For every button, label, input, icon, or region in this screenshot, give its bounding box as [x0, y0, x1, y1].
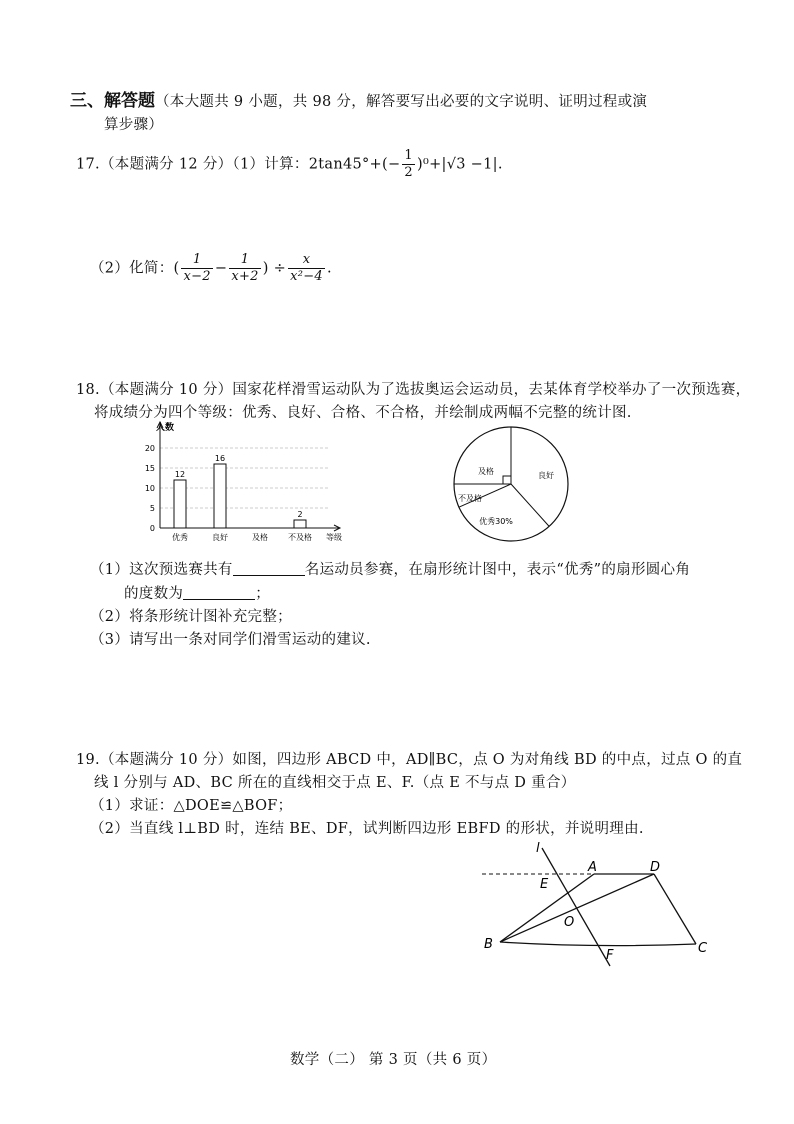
x-axis-title: 等级 — [326, 533, 342, 542]
q17-divide: ) ÷ — [262, 260, 287, 277]
q18-part3: （3）请写出一条对同学们滑雪运动的建议. — [90, 632, 371, 648]
q17-end: . — [327, 260, 332, 277]
y-tick-label: 20 — [144, 444, 155, 453]
label-A: A — [588, 860, 597, 875]
y-axis-title: 人数 — [156, 423, 175, 433]
label-F: F — [606, 948, 614, 963]
section-heading: 三、解答题 — [70, 91, 155, 111]
x-tick-label: 良好 — [212, 533, 228, 542]
q17-expr-pre: 2tan45°+(− — [308, 156, 401, 173]
answer-blank-2[interactable] — [183, 585, 255, 600]
x-tick-label: 不及格 — [288, 533, 312, 542]
q19-part1: （1）求证：△DOE≌△BOF； — [90, 798, 293, 814]
bar-data-label: 16 — [214, 454, 226, 463]
q18-text1: （本题满分 10 分）国家花样滑雪运动队为了选拔奥运会运动员，去某体育学校举办了一次预选赛， — [99, 382, 751, 398]
q17-fraction-half: $\frac{1}{2}$ — [404, 148, 413, 180]
label-B: B — [484, 937, 493, 952]
bar-3 — [294, 520, 306, 528]
y-tick-label: 5 — [149, 504, 155, 513]
bar-data-label: 12 — [174, 470, 186, 479]
q18-part1-cont: 的度数为 ； — [124, 586, 271, 602]
segment-DC — [654, 874, 696, 944]
q17-fraction-3: $\frac{x}{\text{x²−4}}$ — [290, 252, 323, 284]
label-O: O — [564, 915, 575, 930]
q18-line1 — [76, 378, 750, 399]
bar-0 — [174, 480, 186, 528]
pie-slice-label: 良好 — [538, 471, 554, 480]
q17-part2 — [90, 252, 332, 285]
q17-line1 — [76, 148, 503, 181]
q17-expr-post: )⁰+|√3 −1|. — [417, 156, 503, 173]
q18-bar-chart — [138, 418, 354, 550]
q19-line2: 线 l 分别与 AD、BC 所在的直线相交于点 E、F.（点 E 不与点 D 重合） — [94, 775, 576, 791]
q17-part2-label: （2）化简：( — [90, 260, 180, 277]
section-heading-block — [70, 86, 647, 111]
bar-1 — [214, 464, 226, 528]
q17-number: 17. — [76, 156, 100, 173]
pie-slice-label: 及格 — [478, 467, 494, 476]
q19-part2: （2）当直线 l⊥BD 时，连结 BE、DF，试判断四边形 EBFD 的形状，并说明理由. — [90, 821, 644, 837]
pie-slice-label: 优秀30% — [479, 517, 513, 526]
pie-slice-label: 不及格 — [458, 494, 482, 503]
y-tick-label: 10 — [144, 484, 155, 493]
label-D: D — [650, 860, 661, 875]
label-C: C — [698, 941, 708, 956]
q18-pie-chart — [448, 424, 574, 550]
q17-fraction-2: $\frac{1}{x+2}$ — [231, 252, 259, 284]
bar-data-label: 2 — [297, 510, 303, 519]
section-description-cont: 算步骤） — [104, 117, 164, 133]
y-tick-label: 0 — [149, 524, 155, 533]
line-l — [542, 848, 610, 966]
q18-number: 18. — [76, 382, 100, 398]
q18-part2: （2）将条形统计图补充完整； — [90, 609, 292, 625]
q17-header: （本题满分 12 分）（1）计算： — [99, 156, 309, 173]
q18-line2: 将成绩分为四个等级：优秀、良好、合格、不合格，并绘制成两幅不完整的统计图. — [94, 405, 632, 421]
page-footer: 数学（二） 第 3 页（共 6 页） — [290, 1052, 497, 1068]
q19-line1 — [76, 748, 742, 769]
y-tick-label: 15 — [144, 464, 155, 473]
q19-geometry-figure — [476, 838, 722, 970]
q18-part1: （1）这次预选赛共有 名运动员参赛，在扇形统计图中，表示“优秀”的扇形圆心角 — [90, 562, 691, 578]
label-E: E — [540, 877, 549, 892]
section-description: （本大题共 9 小题，共 98 分，解答要写出必要的文字说明、证明过程或演 — [155, 94, 648, 110]
x-tick-label: 优秀 — [172, 533, 188, 542]
label-l: l — [536, 841, 540, 856]
q19-number: 19. — [76, 752, 100, 768]
q17-minus: − — [214, 260, 228, 277]
q19-text1: （本题满分 10 分）如图，四边形 ABCD 中，AD∥BC，点 O 为对角线 BD 的中点，过点 O 的直 — [99, 752, 743, 768]
answer-blank-1[interactable] — [233, 561, 305, 576]
q17-fraction-1: $\frac{1}{x-2}$ — [183, 252, 211, 284]
x-tick-label: 及格 — [252, 533, 268, 542]
